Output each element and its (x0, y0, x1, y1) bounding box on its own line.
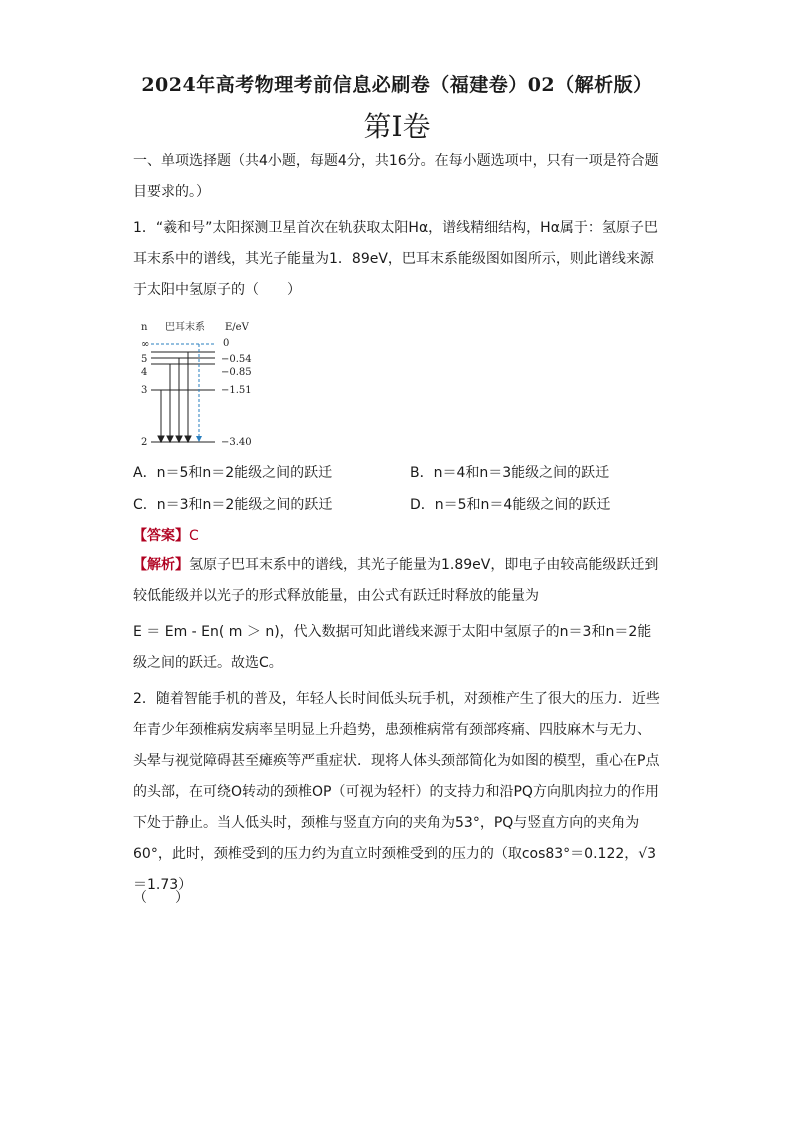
level-e-2: −3.40 (221, 437, 252, 448)
level-e-4: −0.85 (221, 367, 252, 378)
volume-heading: 第Ⅰ卷 (363, 110, 431, 143)
level-n-inf: ∞ (141, 339, 150, 350)
energy-level-diagram (133, 318, 263, 453)
answer-value: C (189, 528, 199, 544)
question-2-stem: 2．随着智能手机的普及，年轻人长时间低头玩手机，对颈椎产生了很大的压力．近些年青少年颈椎病发病率呈明显上升趋势，患颈椎病常有颈部疼痛、四肢麻木与无力、头晕与视觉障碍甚至瘫痪等严重症状．现将人体头颈部简化为如图的模型，重心在P点的头部，在可绕O转动的颈椎OP（可视为轻杆）的支持力和沿PQ方向肌肉拉力的作用下处于静止。当人低头时，颈椎与竖直方向的夹角为53°，PQ与竖直方向的夹角为60°，此时，颈椎受到的压力约为直立时颈椎受到的压力的（取cos83°＝0.122，√3＝1.73） (133, 691, 660, 893)
level-e-3: −1.51 (221, 385, 252, 396)
level-n-5: 5 (141, 354, 148, 365)
option-d: D．n＝5和n＝4能级之间的跃迁 (410, 497, 611, 513)
analysis-label: 【解析】 (133, 557, 189, 573)
answer-label: 【答案】 (133, 528, 189, 544)
question-1-stem: 1．“羲和号”太阳探测卫星首次在轨获取太阳Hα，谱线精细结构，Hα属于：氢原子巴耳末系中的谱线，其光子能量为1．89eV，巴耳末系能级图如图所示，则此谱线来源于太阳中氢原子的（ ） (133, 220, 658, 298)
level-n-4: 4 (141, 367, 148, 378)
fig-n-header: n (141, 322, 148, 333)
question-2-blank: （ ） (133, 890, 189, 906)
fig-series-label: 巴耳末系 (165, 322, 205, 333)
analysis-block (133, 550, 663, 612)
level-n-2: 2 (141, 437, 148, 448)
level-e-5: −0.54 (221, 354, 252, 365)
answer-line (133, 525, 199, 545)
document-title: 2024年高考物理考前信息必刷卷（福建卷）02（解析版） (141, 74, 653, 96)
fig-energy-header: E/eV (225, 322, 249, 333)
option-a: A．n＝5和n＝2能级之间的跃迁 (133, 465, 333, 481)
option-c: C．n＝3和n＝2能级之间的跃迁 (133, 497, 333, 513)
transition-arrows (158, 352, 191, 442)
series-limit-arrow (196, 436, 202, 442)
analysis-text-2: E ＝ Em - En( m ＞ n)，代入数据可知此谱线来源于太阳中氢原子的n＝3和n＝2能级之间的跃迁。故选C。 (133, 624, 652, 671)
level-n-3: 3 (141, 385, 148, 396)
analysis-text-1: 氢原子巴耳末系中的谱线，其光子能量为1.89eV，即电子由较高能级跃迁到较低能级并以光子的形式释放能量，由公式有跃迁时释放的能量为 (133, 557, 659, 604)
level-e-inf: 0 (223, 338, 230, 349)
section-intro: 一、单项选择题（共4小题，每题4分，共16分。在每小题选项中，只有一项是符合题目要求的。） (133, 153, 659, 200)
option-b: B．n＝4和n＝3能级之间的跃迁 (410, 465, 610, 481)
